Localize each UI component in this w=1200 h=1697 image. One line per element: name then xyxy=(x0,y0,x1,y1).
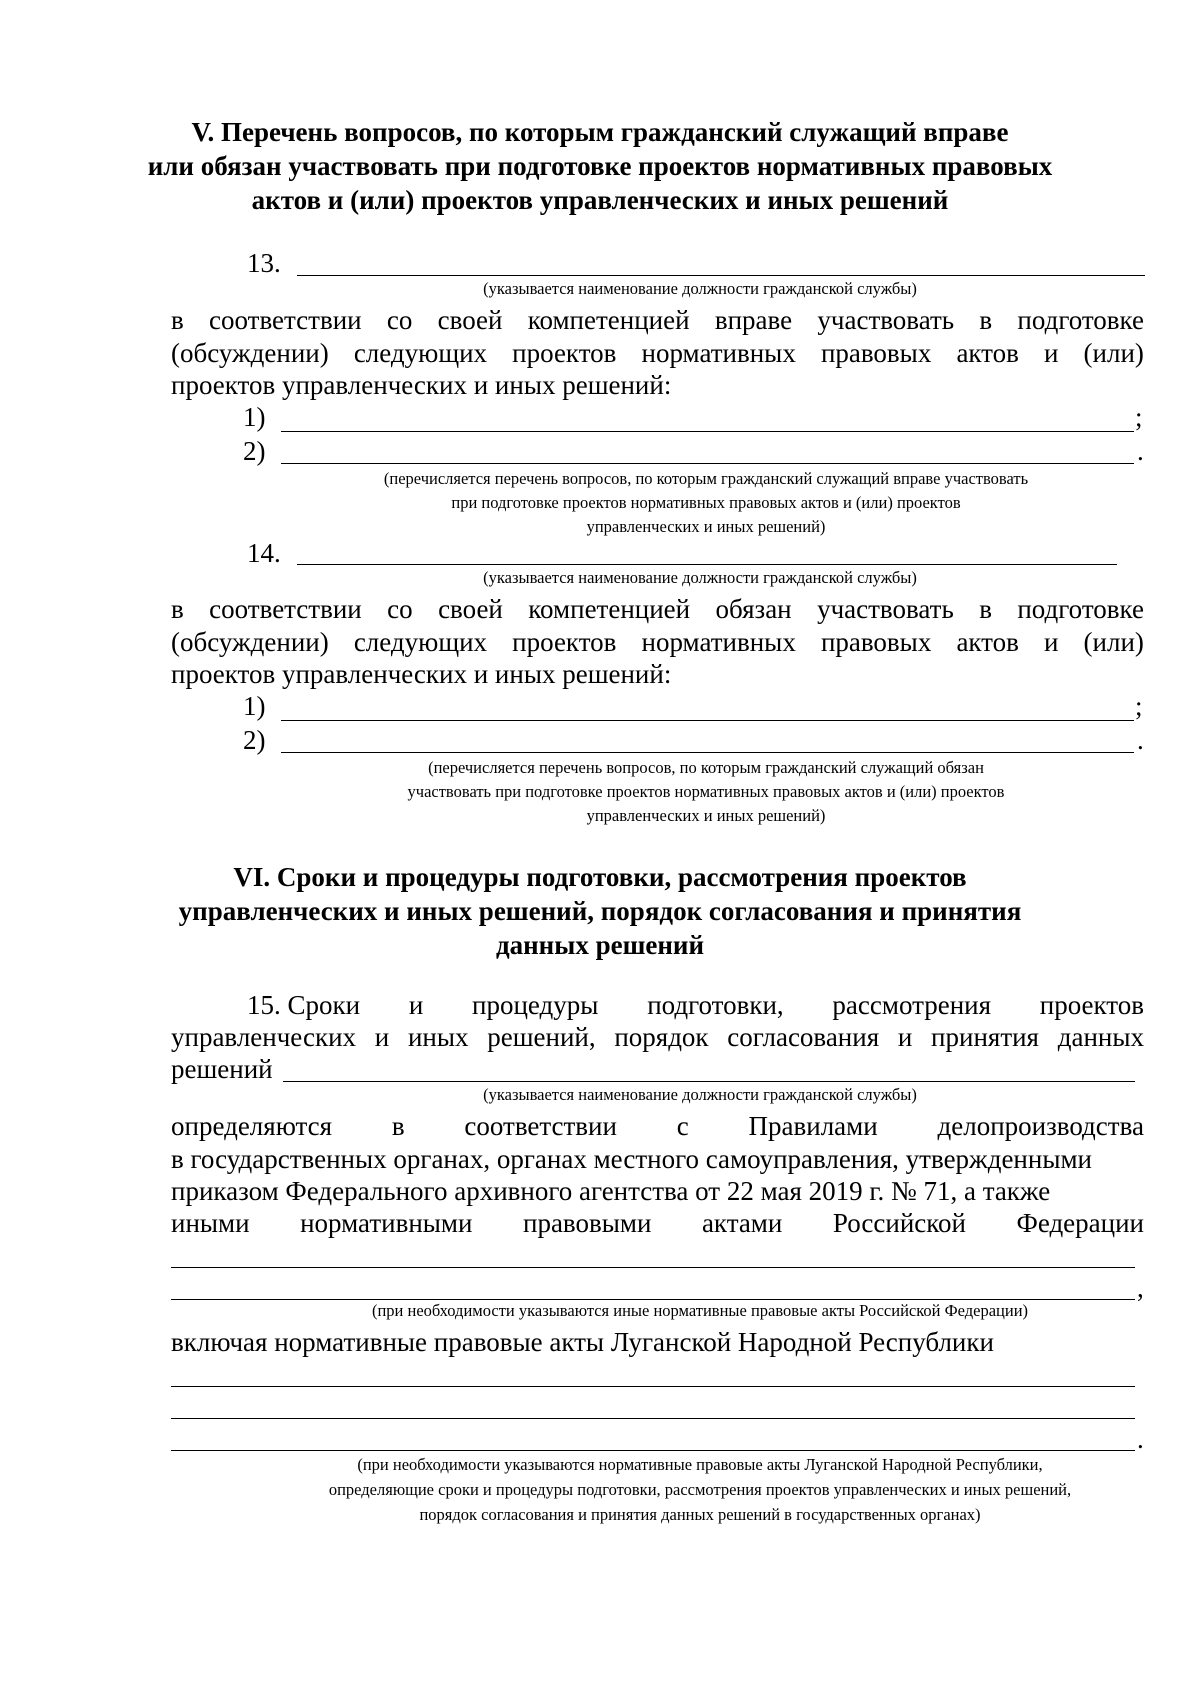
item-13-list-number-1: 1) xyxy=(243,402,266,432)
item-15-line-1: 15. Сроки и процедуры подготовки, рассмотрения проектов xyxy=(247,990,1144,1020)
item-15-line-6: приказом Федерального архивного агентства от 22 мая 2019 г. № 71, а также xyxy=(171,1176,1051,1206)
item-14-list-number-1: 1) xyxy=(243,691,266,721)
lnr-acts-blank-1[interactable] xyxy=(171,1386,1135,1387)
item-13-list-end-1: ; xyxy=(1135,402,1143,432)
item-15-line-7: иными нормативными правовыми актами Российской Федерации xyxy=(171,1208,1144,1238)
item-13-list-blank-1[interactable] xyxy=(281,431,1134,432)
item-14-number: 14. xyxy=(247,538,281,568)
item-13-list-caption-line-3: управленческих и иных решений) xyxy=(586,517,826,536)
lnr-acts-line: включая нормативные правовые акты Луганской Народной Республики xyxy=(171,1327,994,1357)
rf-acts-caption: (при необходимости указываются иные нормативные правовые акты Российской Федерации) xyxy=(371,1301,1029,1320)
lnr-acts-caption-line-3: порядок согласования и принятия данных решений в государственных органах) xyxy=(419,1505,981,1524)
rf-acts-blank-2[interactable] xyxy=(171,1299,1135,1300)
section-6-title-line-1: VI. Сроки и процедуры подготовки, рассмотрения проектов xyxy=(233,862,967,892)
item-13-number: 13. xyxy=(247,248,281,278)
section-5-title-line-1: V. Перечень вопросов, по которым гражданский служащий вправе xyxy=(191,117,1009,147)
item-14-list-caption-line-1: (перечисляется перечень вопросов, по которым гражданский служащий обязан xyxy=(428,758,984,777)
item-13-position-caption: (указывается наименование должности гражданской службы) xyxy=(483,279,917,298)
item-13-text-line-3: проектов управленческих и иных решений: xyxy=(171,370,672,400)
lnr-acts-caption-line-1: (при необходимости указываются нормативные правовые акты Луганской Народной Республики, xyxy=(357,1455,1043,1474)
item-15-line-4: определяются в соответствии с Правилами делопроизводства xyxy=(171,1111,1144,1141)
item-14-text-line-2: (обсуждении) следующих проектов нормативных правовых актов и (или) xyxy=(171,627,1144,657)
lnr-acts-blank-3[interactable] xyxy=(171,1450,1135,1451)
item-14-text-line-3: проектов управленческих и иных решений: xyxy=(171,659,672,689)
lnr-acts-caption-line-2: определяющие сроки и процедуры подготовки, рассмотрения проектов управленческих и иных решений, xyxy=(328,1480,1072,1499)
item-13-text-line-2: (обсуждении) следующих проектов нормативных правовых актов и (или) xyxy=(171,338,1144,368)
lnr-acts-period: . xyxy=(1137,1424,1144,1454)
item-14-list-end-2: . xyxy=(1137,725,1144,755)
item-14-list-caption-line-3: управленческих и иных решений) xyxy=(586,806,826,825)
item-15-position-blank[interactable] xyxy=(283,1081,1135,1082)
item-13-list-caption-line-2: при подготовке проектов нормативных правовых актов и (или) проектов xyxy=(451,493,961,512)
item-13-list-blank-2[interactable] xyxy=(281,463,1134,464)
item-15-line-3-lead: решений xyxy=(171,1054,273,1084)
item-13-list-end-2: . xyxy=(1137,436,1144,466)
item-13-list-number-2: 2) xyxy=(243,436,266,466)
item-15-position-caption: (указывается наименование должности гражданской службы) xyxy=(483,1085,917,1104)
item-13-text-line-1: в соответствии со своей компетенцией вправе участвовать в подготовке xyxy=(171,305,1144,335)
rf-acts-comma: , xyxy=(1137,1273,1144,1303)
item-14-position-caption: (указывается наименование должности гражданской службы) xyxy=(483,568,917,587)
rf-acts-blank-1[interactable] xyxy=(171,1267,1135,1268)
item-14-list-number-2: 2) xyxy=(243,725,266,755)
lnr-acts-blank-2[interactable] xyxy=(171,1418,1135,1419)
section-5-title-line-2: или обязан участвовать при подготовке проектов нормативных правовых xyxy=(147,151,1053,181)
section-5-title-line-3: актов и (или) проектов управленческих и иных решений xyxy=(251,185,949,215)
item-13-position-blank[interactable] xyxy=(297,275,1145,276)
item-14-text-line-1: в соответствии со своей компетенцией обязан участвовать в подготовке xyxy=(171,594,1144,624)
item-14-list-blank-2[interactable] xyxy=(281,752,1134,753)
section-6-title-line-3: данных решений xyxy=(495,930,705,960)
item-15-line-5: в государственных органах, органах местного самоуправления, утвержденными xyxy=(171,1144,1093,1174)
section-6-title-line-2: управленческих и иных решений, порядок согласования и принятия xyxy=(178,896,1022,926)
item-14-list-end-1: ; xyxy=(1135,691,1143,721)
item-15-line-2: управленческих и иных решений, порядок согласования и принятия данных xyxy=(171,1022,1144,1052)
item-14-list-blank-1[interactable] xyxy=(281,720,1134,721)
item-13-list-caption-line-1: (перечисляется перечень вопросов, по которым гражданский служащий вправе участвовать xyxy=(383,469,1029,488)
item-14-position-blank[interactable] xyxy=(297,564,1117,565)
item-14-list-caption-line-2: участвовать при подготовке проектов нормативных правовых актов и (или) проектов xyxy=(407,782,1005,801)
